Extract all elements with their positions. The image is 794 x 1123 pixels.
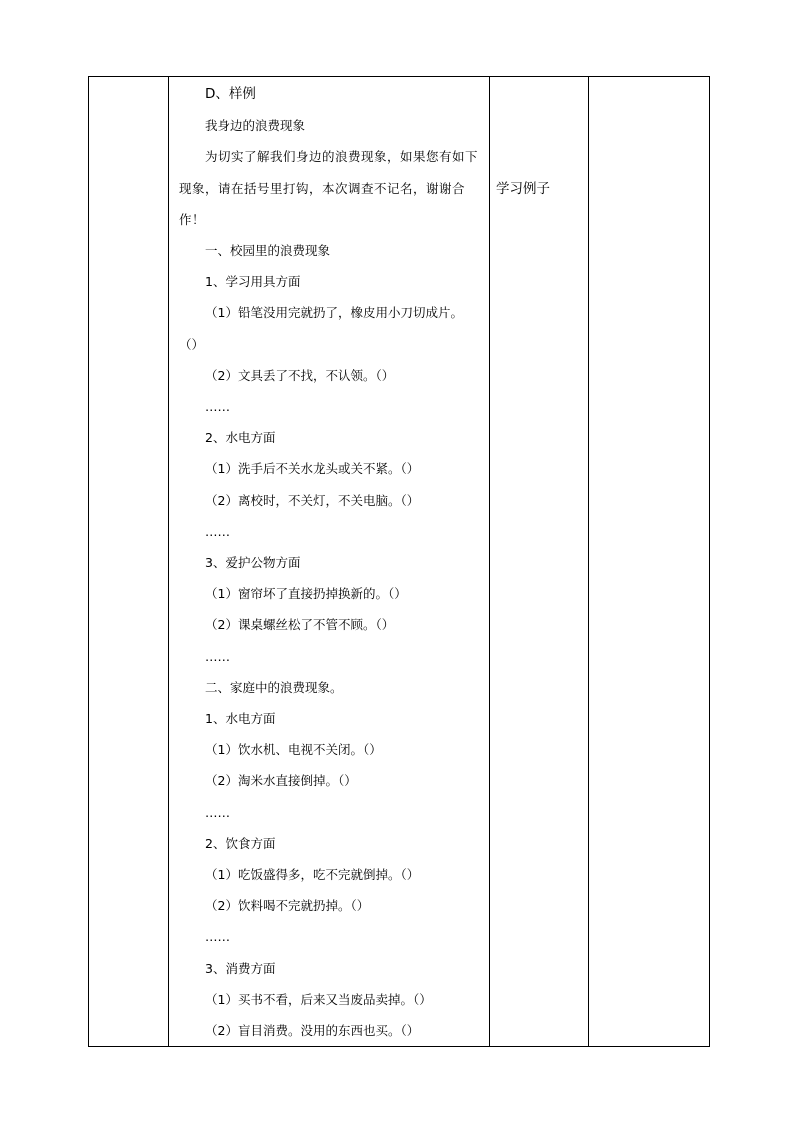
list-item: …… — [205, 804, 230, 820]
list-item: 3、消费方面 — [205, 960, 276, 976]
list-item: （2）盲目消费。没用的东西也买。（） — [205, 1023, 420, 1039]
list-item: （2）饮料喝不完就扔掉。（） — [205, 898, 370, 914]
table-row — [89, 77, 710, 1047]
list-item: （1）铅笔没用完就扔了，橡皮用小刀切成片。 — [205, 305, 463, 321]
list-item: 2、水电方面 — [205, 430, 276, 446]
list-item: 1、学习用具方面 — [205, 274, 301, 290]
list-item: …… — [205, 929, 230, 945]
list-item: （1）窗帘坏了直接扔掉换新的。（） — [205, 586, 407, 602]
list-item: （1）吃饭盛得多，吃不完就倒掉。（） — [205, 867, 420, 883]
section-heading: D、样例 — [205, 86, 256, 102]
list-item: （2）淘米水直接倒掉。（） — [205, 773, 357, 789]
list-item: …… — [205, 648, 230, 664]
list-item: 二、家庭中的浪费现象。 — [205, 679, 343, 695]
empty-cell-right — [589, 77, 710, 1047]
empty-cell-left — [89, 77, 169, 1047]
list-item: （1）买书不看，后来又当废品卖掉。（） — [205, 991, 432, 1007]
list-item: （1）饮水机、电视不关闭。（） — [205, 742, 382, 758]
list-item: （2）离校时，不关灯，不关电脑。（） — [205, 492, 420, 508]
lesson-table — [88, 76, 710, 1047]
note-cell — [490, 77, 589, 1047]
list-item: 一、校园里的浪费现象 — [205, 243, 331, 259]
survey-title: 我身边的浪费现象 — [205, 118, 306, 134]
list-item: …… — [205, 523, 230, 539]
list-item: （1）洗手后不关水龙头或关不紧。（） — [205, 461, 420, 477]
list-item: 3、爱护公物方面 — [205, 555, 301, 571]
content-block — [169, 79, 489, 1046]
list-item: （） — [179, 336, 205, 352]
list-item: …… — [205, 399, 230, 415]
list-item: （2）课桌螺丝松了不管不顾。（） — [205, 617, 395, 633]
note-text: 学习例子 — [496, 181, 550, 197]
list-item: 2、饮食方面 — [205, 835, 276, 851]
list-item: 1、水电方面 — [205, 711, 276, 727]
list-item: （2）文具丢了不找，不认领。（） — [205, 367, 395, 383]
survey-intro: 为切实了解我们身边的浪费现象，如果您有如下现象，请在括号里打钩，本次调查不记名，谢谢合作！ — [179, 149, 479, 227]
content-cell — [169, 77, 490, 1047]
